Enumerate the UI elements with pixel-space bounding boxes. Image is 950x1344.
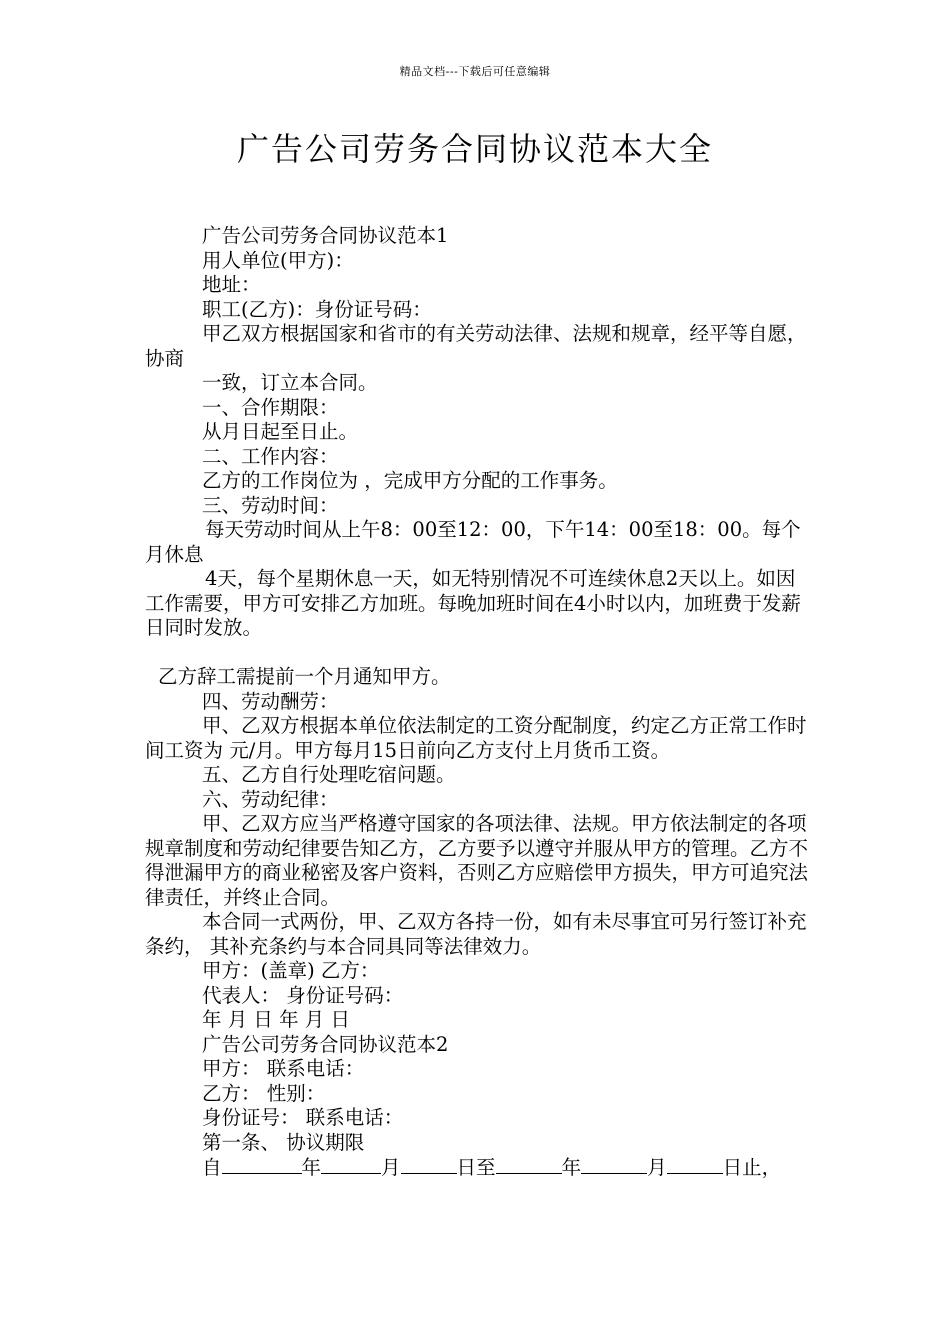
clause-term-text: 从月日起至日止。 — [202, 420, 359, 443]
clause-heading-pay: 四、劳动酬劳： — [202, 689, 339, 713]
period-text-day-to: 日至 — [456, 1156, 496, 1179]
clause-heading-discipline: 六、劳动纪律： — [202, 787, 339, 811]
section-heading-2: 广告公司劳务合同协议范本2 — [202, 1032, 449, 1056]
document-body — [145, 224, 810, 1181]
blank-field — [581, 1155, 647, 1174]
clause-pay-text: 甲、乙双方根据本单位依法制定的工资分配制度，约定乙方正常工作时间工资为 元/月。甲方每月15日前向乙方支付上月货币工资。 — [145, 714, 807, 762]
clause-meals: 五、乙方自行处理吃宿问题。 — [202, 763, 456, 786]
period-text-month: 月 — [381, 1156, 401, 1179]
clause-discipline-text: 甲、乙双方应当严格遵守国家的各项法律、法规。甲方依法制定的各项规章制度和劳动纪律要告知乙方，乙方要予以遵守并服从甲方的管理。乙方不得泄漏甲方的商业秘密及客户资料，否则乙方应赔偿甲方损失，甲方可追究法律责任，并终止合同。 — [145, 812, 809, 909]
spacer — [145, 641, 810, 666]
clause-hours-text: 每天劳动时间从上午8：00至12：00，下午14：00至18：00。每个月休息 — [145, 518, 801, 566]
address-field: 地址： — [202, 273, 261, 296]
party-a-field: 甲方： 联系电话： — [202, 1057, 365, 1080]
period-text-from: 自 — [202, 1156, 222, 1179]
article-one-heading: 第一条、 协议期限 — [202, 1130, 365, 1154]
paragraph-preamble: 甲乙双方根据国家和省市的有关劳动法律、法规和规章，经平等自愿，协商 — [145, 322, 807, 370]
clause-heading-hours: 三、劳动时间： — [202, 493, 339, 517]
signature-parties: 甲方：(盖章) 乙方： — [202, 959, 380, 982]
resignation-notice: 乙方辞工需提前一个月通知甲方。 — [158, 665, 451, 688]
signature-dates: 年 月 日 年 月 日 — [202, 1008, 350, 1031]
blank-field — [321, 1155, 381, 1174]
clause-hours-text-cont: 4天，每个星期休息一天，如无特别情况不可连续休息2天以上。如因工作需要，甲方可安排乙方加班。每晚加班时间在4小时以内，加班费于发薪日同时发放。 — [145, 567, 801, 639]
page-header: 精品文档---下载后可任意编辑 — [399, 65, 551, 78]
period-text-day-end: 日止， — [722, 1156, 782, 1179]
paragraph-preamble-cont: 一致，订立本合同。 — [202, 371, 378, 394]
clause-copies-text: 本合同一式两份，甲、乙双方各持一份，如有未尽事宜可另行签订补充条约， 其补充条约与本合同具同等法律效力。 — [145, 910, 807, 958]
period-text-year-2: 年 — [561, 1156, 582, 1179]
signature-representative: 代表人： 身份证号码： — [202, 983, 404, 1007]
blank-field — [222, 1155, 302, 1174]
agreement-period-line — [145, 1155, 810, 1181]
document-title: 广告公司劳务合同协议范本大全 — [236, 130, 713, 168]
clause-heading-work: 二、工作内容： — [202, 444, 339, 468]
employee-field: 职工(乙方)：身份证号码： — [202, 297, 432, 321]
section-heading-1: 广告公司劳务合同协议范本1 — [202, 224, 449, 247]
clause-work-text: 乙方的工作岗位为 ，完成甲方分配的工作事务。 — [202, 469, 618, 492]
id-number-field: 身份证号： 联系电话： — [202, 1106, 404, 1129]
period-text-year: 年 — [301, 1156, 322, 1179]
party-b-field: 乙方： 性别： — [202, 1081, 326, 1105]
blank-field — [667, 1155, 723, 1174]
blank-field — [401, 1155, 457, 1174]
period-text-month-2: 月 — [647, 1156, 667, 1179]
clause-heading-term: 一、合作期限： — [202, 395, 339, 419]
blank-field — [496, 1155, 562, 1174]
employer-field: 用人单位(甲方)： — [202, 248, 354, 272]
